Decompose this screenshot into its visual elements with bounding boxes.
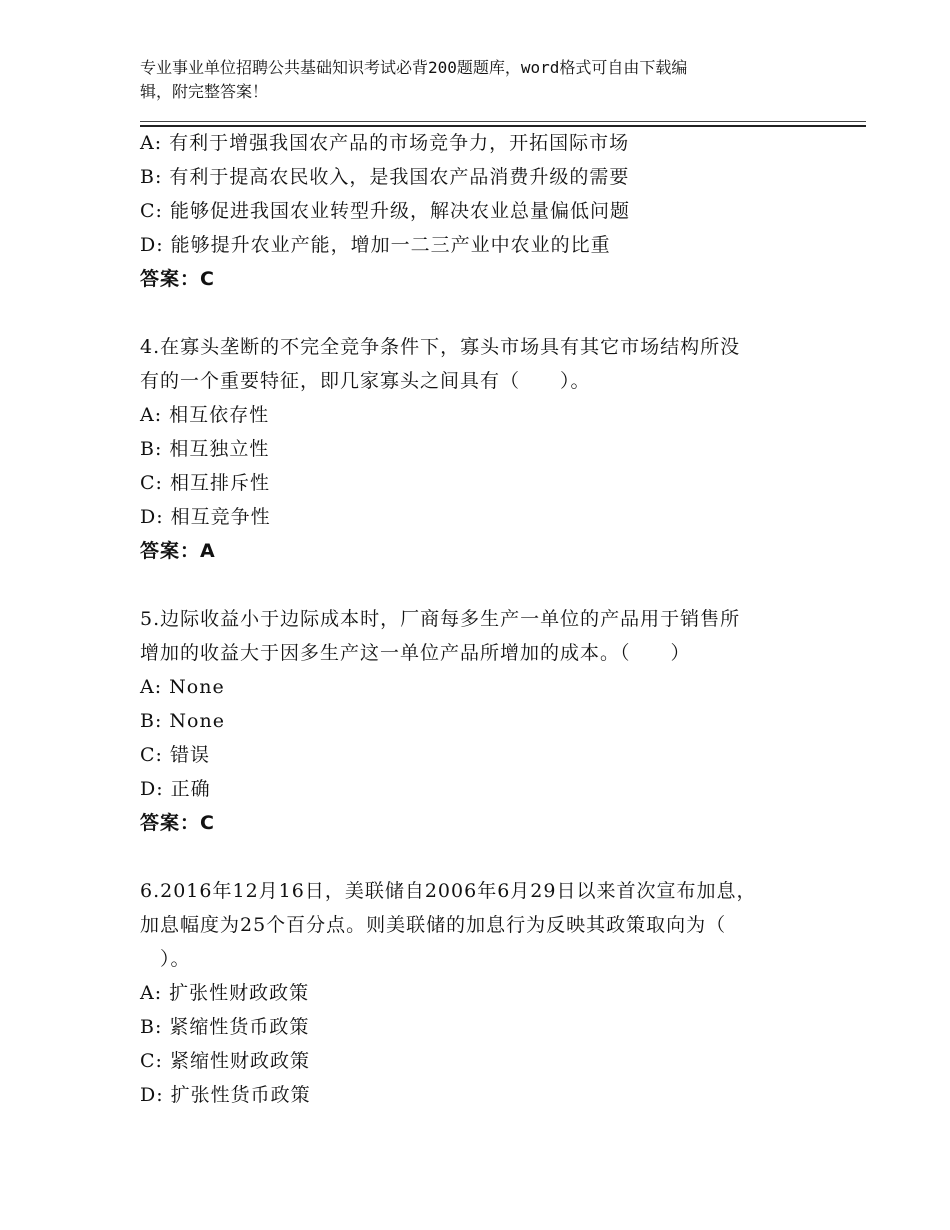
option-b: B: 相互独立性 xyxy=(140,438,270,460)
option-b: B: 有利于提高农民收入，是我国农产品消费升级的需要 xyxy=(140,166,630,188)
question-stem-line: 有的一个重要特征，即几家寡头之间具有（ ）。 xyxy=(140,370,591,392)
question-3 xyxy=(140,126,820,296)
option-d: D: 能够提升农业产能，增加一二三产业中农业的比重 xyxy=(140,234,611,256)
header-divider-thin xyxy=(140,121,866,122)
question-4 xyxy=(140,330,820,568)
option-a: A: None xyxy=(140,676,225,698)
document-header xyxy=(140,56,800,104)
question-stem-line: 增加的收益大于因多生产这一单位产品所增加的成本。（ ） xyxy=(140,642,691,664)
question-list xyxy=(140,126,820,1112)
option-d: D: 正确 xyxy=(140,778,211,800)
header-line-1: 专业事业单位招聘公共基础知识考试必背200题题库，word格式可自由下载编 xyxy=(140,58,688,77)
question-spacer xyxy=(140,568,820,602)
question-6 xyxy=(140,874,820,1112)
question-stem-line: 4.在寡头垄断的不完全竞争条件下，寡头市场具有其它市场结构所没 xyxy=(140,336,741,358)
header-line-2: 辑，附完整答案！ xyxy=(140,82,269,101)
question-stem-line: 5.边际收益小于边际成本时，厂商每多生产一单位的产品用于销售所 xyxy=(140,608,741,630)
option-a: A: 相互依存性 xyxy=(140,404,270,426)
option-c: C: 紧缩性财政政策 xyxy=(140,1050,310,1072)
question-spacer xyxy=(140,840,820,874)
option-a: A: 扩张性财政政策 xyxy=(140,982,310,1004)
option-d: D: 扩张性货币政策 xyxy=(140,1084,311,1106)
question-stem-line: 6.2016年12月16日，美联储自2006年6月29日以来首次宣布加息， xyxy=(140,880,757,902)
question-spacer xyxy=(140,296,820,330)
option-c: C: 错误 xyxy=(140,744,210,766)
option-a: A: 有利于增强我国农产品的市场竞争力，开拓国际市场 xyxy=(140,132,630,154)
answer-label: 答案：C xyxy=(140,812,215,834)
answer-label: 答案：C xyxy=(140,268,215,290)
question-stem-line: ）。 xyxy=(140,948,191,970)
question-5 xyxy=(140,602,820,840)
option-d: D: 相互竞争性 xyxy=(140,506,271,528)
answer-label: 答案：A xyxy=(140,540,216,562)
option-c: C: 相互排斥性 xyxy=(140,472,270,494)
option-b: B: 紧缩性货币政策 xyxy=(140,1016,310,1038)
option-b: B: None xyxy=(140,710,225,732)
question-stem-line: 加息幅度为25个百分点。则美联储的加息行为反映其政策取向为（ xyxy=(140,914,727,936)
option-c: C: 能够促进我国农业转型升级，解决农业总量偏低问题 xyxy=(140,200,630,222)
